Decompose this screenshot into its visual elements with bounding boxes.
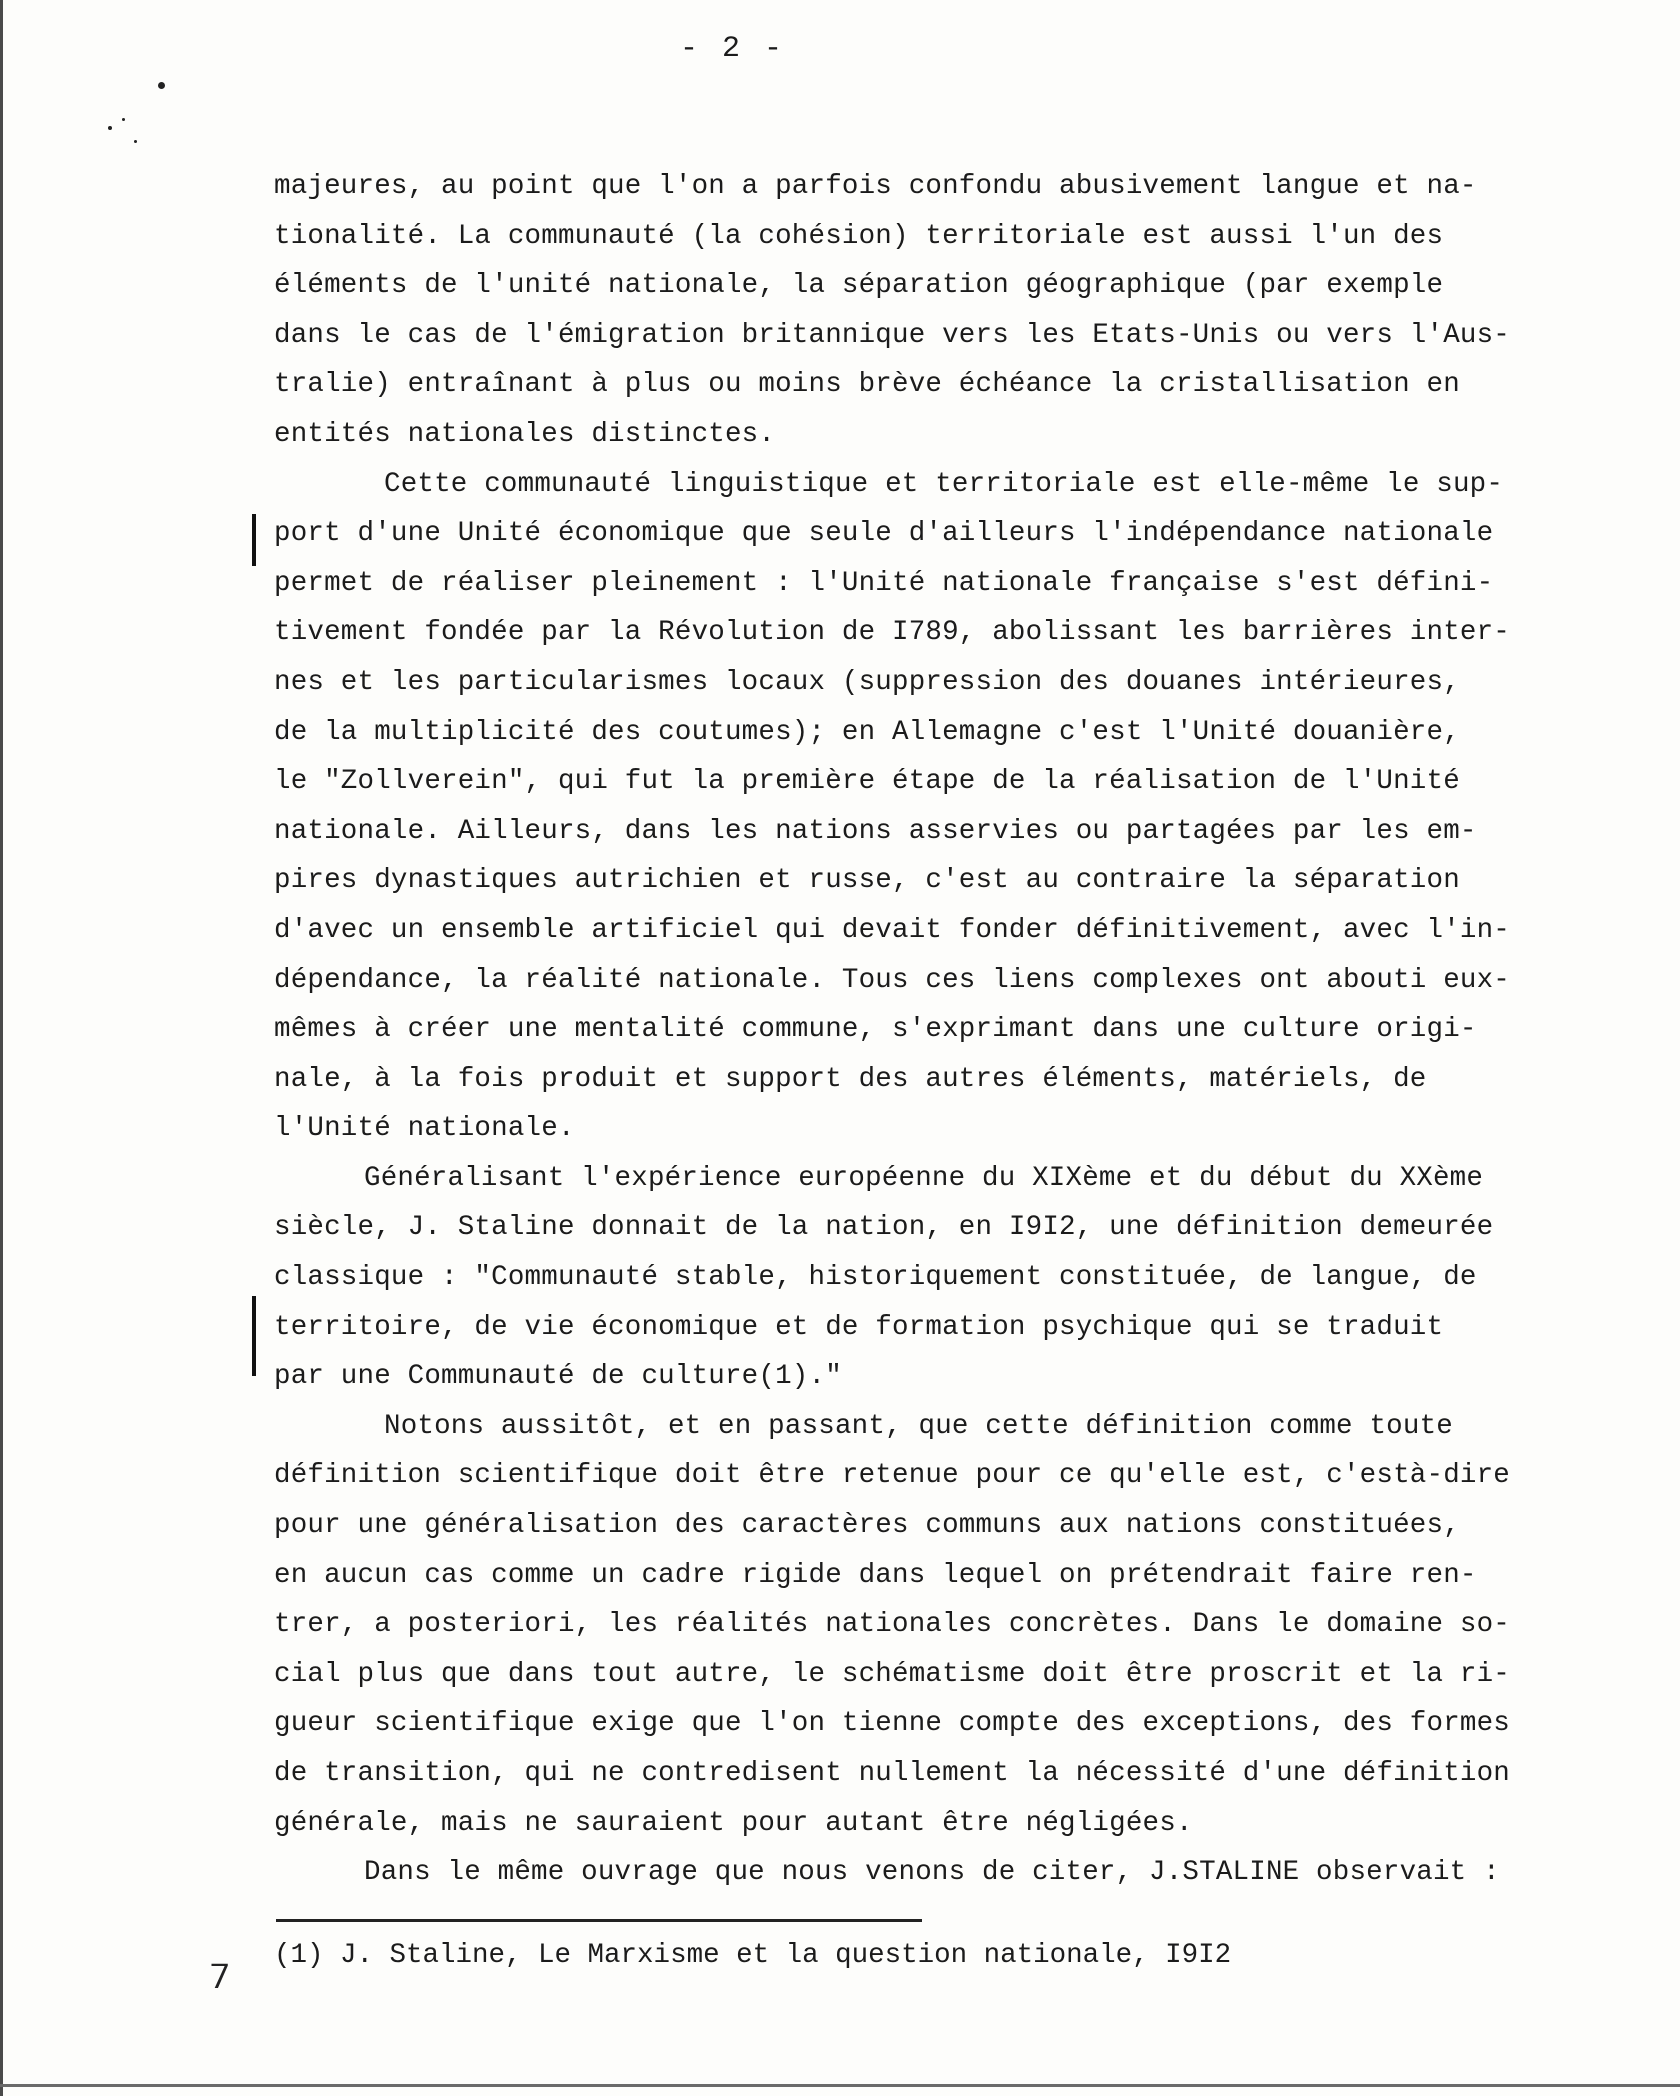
text-line: tralie) entraînant à plus ou moins brève échéance la cristallisation en <box>274 369 1460 401</box>
text-line: majeures, au point que l'on a parfois confondu abusivement langue et na- <box>274 171 1477 202</box>
text-line: pires dynastiques autrichien et russe, c'est au contraire la séparation <box>274 865 1460 897</box>
text-line: nes et les particularismes locaux (suppression des douanes intérieures, <box>274 666 1460 698</box>
text-line: port d'une Unité économique que seule d'ailleurs l'indépendance nationale <box>274 518 1494 550</box>
ink-speck <box>134 140 137 143</box>
text-line: permet de réaliser pleinement : l'Unité nationale française s'est défini- <box>274 567 1494 599</box>
text-line: en aucun cas comme un cadre rigide dans lequel on prétendrait faire ren- <box>274 1559 1477 1591</box>
page-number: - 2 - <box>680 32 786 66</box>
text-line: siècle, J. Staline donnait de la nation, en I9I2, une définition demeurée <box>274 1212 1494 1244</box>
text-line: de transition, qui ne contredisent nullement la nécessité d'une définition <box>274 1758 1510 1789</box>
body-text <box>274 162 1644 1898</box>
ink-speck <box>122 118 125 121</box>
text-line: le "Zollverein", qui fut la première étape de la réalisation de l'Unité <box>274 766 1460 798</box>
text-line: par une Communauté de culture(1)." <box>274 1361 842 1393</box>
text-line: tionalité. La communauté (la cohésion) territoriale est aussi l'un des <box>274 220 1444 252</box>
ink-speck <box>108 126 112 130</box>
text-line: nationale. Ailleurs, dans les nations asservies ou partagées par les em- <box>274 815 1477 847</box>
text-line: définition scientifique doit être retenue pour ce qu'elle est, c'està-dire <box>274 1460 1510 1492</box>
text-line: de la multiplicité des coutumes); en Allemagne c'est l'Unité douanière, <box>274 716 1460 748</box>
text-line: entités nationales distinctes. <box>274 418 776 450</box>
text-line: classique : "Communauté stable, historiquement constituée, de langue, de <box>274 1262 1477 1294</box>
paragraph-start-line: Généralisant l'expérience européenne du XIXème et du début du XXème <box>364 1162 1484 1194</box>
text-line: dans le cas de l'émigration britannique vers les Etats-Unis ou vers l'Aus- <box>274 319 1510 351</box>
text-line: nale, à la fois produit et support des autres éléments, matériels, de <box>274 1063 1427 1095</box>
text-line: d'avec un ensemble artificiel qui devait fonder définitivement, avec l'in- <box>274 914 1510 946</box>
text-line: mêmes à créer une mentalité commune, s'exprimant dans une culture origi- <box>274 1014 1477 1046</box>
text-line: cial plus que dans tout autre, le schématisme doit être proscrit et la ri- <box>274 1658 1510 1690</box>
text-line: tivement fondée par la Révolution de I789, abolissant les barrières inter- <box>274 617 1510 649</box>
margin-annotation-bar <box>252 514 256 566</box>
text-line: générale, mais ne sauraient pour autant être négligées. <box>274 1807 1193 1839</box>
paragraph-start-line: Cette communauté linguistique et territoriale est elle-même le sup- <box>384 468 1504 500</box>
text-line: gueur scientifique exige que l'on tienne compte des exceptions, des formes <box>274 1708 1510 1740</box>
text-line: trer, a posteriori, les réalités nationales concrètes. Dans le domaine so- <box>274 1609 1510 1641</box>
text-line: éléments de l'unité nationale, la séparation géographique (par exemple <box>274 270 1444 302</box>
footnote-separator <box>276 1919 922 1922</box>
paragraph-start-line: Dans le même ouvrage que nous venons de citer, J.STALINE observait : <box>364 1857 1500 1889</box>
handwritten-margin-mark: ⹒ <box>210 1957 230 1997</box>
ink-speck <box>158 82 165 89</box>
text-line: dépendance, la réalité nationale. Tous ces liens complexes ont abouti eux- <box>274 964 1510 996</box>
margin-annotation-bar <box>252 1296 256 1376</box>
text-line: l'Unité nationale. <box>274 1113 575 1145</box>
page-left-edge <box>0 0 3 2096</box>
footnote: (1) J. Staline, Le Marxisme et la question nationale, I9I2 <box>274 1940 1232 1971</box>
paragraph-start-line: Notons aussitôt, et en passant, que cette définition comme toute <box>384 1410 1453 1442</box>
text-line: territoire, de vie économique et de formation psychique qui se traduit <box>274 1311 1444 1343</box>
page-bottom-edge <box>0 2084 1680 2087</box>
text-line: pour une généralisation des caractères communs aux nations constituées, <box>274 1510 1460 1542</box>
